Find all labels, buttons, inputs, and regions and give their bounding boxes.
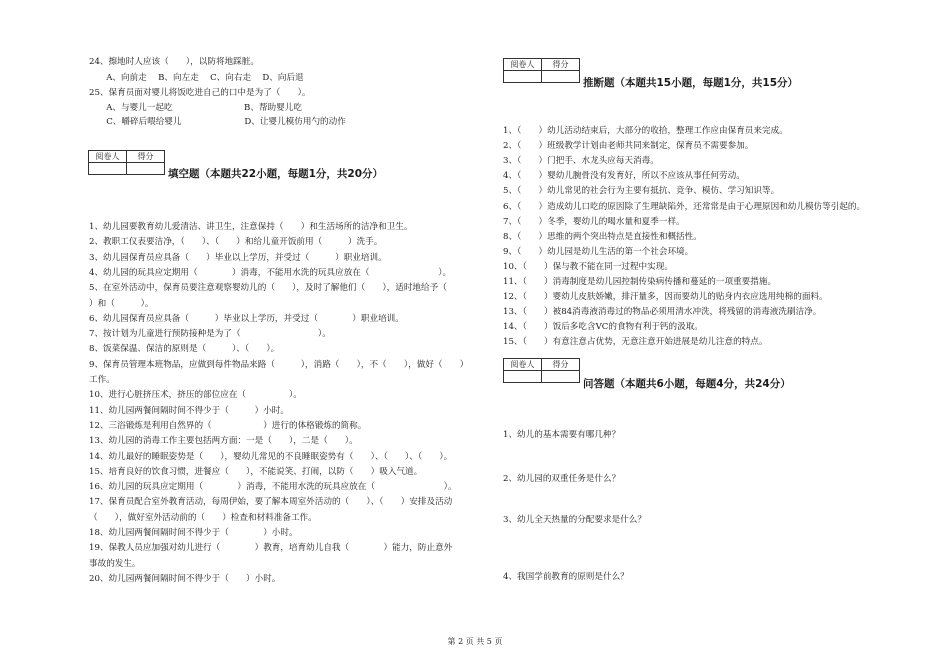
judge-section-title: 推断题（本题共15小题，每题1分，共15分） — [583, 77, 799, 89]
fill-question-line: 7、按计划为儿童进行预防接种是为了（ ）。 — [89, 329, 331, 339]
fill-question-line: 14、幼儿最好的睡眠姿势是（ ），婴幼儿常见的不良睡眠姿势有（ ）、（ ）、（ ）。 — [89, 452, 453, 462]
judge-question-line: 1、（ ）幼儿活动结束后，大部分的收拾，整理工作应由保育员来完成。 — [503, 126, 788, 136]
fill-question-line: 16、幼儿园的玩具应定期用（ ）消毒，不能用水洗的玩具应放在（ ）。 — [89, 482, 457, 492]
fill-question-line: 19、保教人员应加强对幼儿进行（ ）教育，培育幼儿自我（ ）能力，防止意外 — [89, 543, 453, 553]
judge-question-line: 12、（ ）婴幼儿皮肤娇嫩，排汗量多，因而要幼儿的贴身内衣应选用纯棉的面料。 — [503, 292, 828, 302]
fill-question-line: 10、进行心脏挤压术，挤压的部位应在（ ）。 — [89, 390, 302, 400]
judge-question-line: 9、（ ）幼儿园是幼儿生活的第一个社会环境。 — [503, 247, 694, 257]
question-line: C、嚼碎后喂给婴儿 D、让婴儿模仿用勺的动作 — [89, 117, 346, 127]
judge-question-line: 10、（ ）保与教不能在同一过程中实现。 — [503, 262, 673, 272]
judge-question-line: 5、（ ）幼儿常见的社会行为主要有抵抗、竞争、模仿、学习知识等。 — [503, 186, 780, 196]
fill-question-line: 18、幼儿园两餐间隔时间不得少于（ ）小时。 — [89, 528, 298, 538]
fill-question-line: 9、保育员管理本班物品，应做到每件物品来路（ ），消路（ ），不（ ），做好（ ） — [89, 360, 469, 370]
score-box-grader-label: 阅卷人 — [89, 151, 127, 163]
fill-question-line: 12、三浴锻炼是利用自然界的（ ）进行的体格锻炼的简称。 — [89, 421, 367, 431]
judge-question-line: 13、（ ）被84消毒液消毒过的物品必须用清水冲洗，将残留的消毒液洗刷洁净。 — [503, 307, 822, 317]
fill-question-line: 6、幼儿园保育员应具备（ ）毕业以上学历，并受过（ ）职业培训。 — [89, 314, 404, 324]
fill-question-line: 5、在室外活动中，保育员要注意观察婴幼儿的（ ），及时了解他们（ ），适时地给予（ — [89, 283, 447, 293]
judge-question-line: 6、（ ）造成幼儿口吃的原因除了生理缺陷外，还常常是由于心理原因和幼儿模仿等引起的。 — [503, 202, 866, 212]
judge-question-line: 4、（ ）婴幼儿腕骨没有发育好，所以不应该从事任何劳动。 — [503, 171, 745, 181]
fill-question-line: 20、幼儿园两餐间隔时间不得少于（ ）小时。 — [89, 574, 281, 584]
score-box-qa — [503, 358, 580, 383]
score-box-grader-label: 阅卷人 — [504, 359, 542, 371]
score-box-fill — [88, 150, 165, 175]
fill-question-line: 3、幼儿园保育员应具备（ ）毕业以上学历，并受过（ ）职业培训。 — [89, 253, 387, 263]
question-line: A、向前走 B、向左走 C、向右走 D、向后退 — [89, 73, 304, 83]
qa-section-title: 问答题（本题共6小题，每题4分，共24分） — [583, 378, 791, 390]
fill-question-line: 1、幼儿园要教育幼儿爱清洁、讲卫生，注意保持（ ）和生活场所的洁净和卫生。 — [89, 222, 413, 232]
question-line: 25、保育员面对婴儿将饭吃进自己的口中是为了（ ）。 — [89, 88, 311, 98]
score-box-score-label: 得分 — [127, 151, 165, 163]
fill-question-line: ）和（ ）。 — [89, 299, 154, 309]
fill-question-line: 2、教职工仪表要洁净，（ ）、（ ）和给儿童开饭前用（ ）洗手。 — [89, 237, 383, 247]
fill-question-line: 工作。 — [89, 375, 115, 385]
page-footer: 第 2 页 共 5 页 — [447, 637, 503, 646]
score-box-judge — [503, 58, 580, 83]
fill-question-line: 4、幼儿园的玩具应定期用（ ）消毒，不能用水洗的玩具应放在（ ）。 — [89, 268, 452, 278]
fill-section-title: 填空题（本题共22小题，每题1分，共20分） — [168, 168, 384, 180]
judge-question-line: 2、（ ）班级教学计划由老师共同来制定，保育员不需要参加。 — [503, 141, 754, 151]
fill-question-line: 11、幼儿园两餐间隔时间不得少于（ ）小时。 — [89, 406, 289, 416]
score-box-score-label: 得分 — [542, 59, 580, 71]
fill-question-line: （ ），做好室外活动前的（ ）检查和材料准备工作。 — [89, 513, 317, 523]
judge-question-line: 3、（ ）门把手、水龙头应每天消毒。 — [503, 156, 659, 166]
qa-question-line: 2、幼儿园的双重任务是什么？ — [503, 474, 621, 484]
judge-question-line: 14、（ ）饭后多吃含VC的食物有利于钙的汲取。 — [503, 322, 703, 332]
judge-question-line: 7、（ ）冬季，婴幼儿的喝水量和夏季一样。 — [503, 217, 685, 227]
score-box-grader-label: 阅卷人 — [504, 59, 542, 71]
fill-question-line: 8、饭菜保温、保洁的原则是（ ）、（ ）。 — [89, 344, 280, 354]
qa-question-line: 4、我国学前教育的原则是什么？ — [503, 572, 629, 582]
fill-question-line: 事故的发生。 — [89, 559, 141, 569]
qa-question-line: 1、幼儿的基本需要有哪几种？ — [503, 430, 621, 440]
fill-question-line: 17、保育员配合室外教育活动，每周伊始，要了解本周室外活动的（ ）、（ ）安排及活动 — [89, 497, 453, 507]
judge-question-line: 15、（ ）有意注意占优势，无意注意开始进展是幼儿注意的特点。 — [503, 337, 768, 347]
judge-question-line: 11、（ ）消毒制度是幼儿园控制传染病传播和蔓延的一项重要措施。 — [503, 277, 777, 287]
question-line: A、与婴儿一起吃 B、帮助婴儿吃 — [89, 103, 302, 113]
judge-question-line: 8、（ ）思维的两个突出特点是直接性和概括性。 — [503, 232, 702, 242]
question-line: 24、擦地时人应该（ ），以防将地踩脏。 — [89, 57, 259, 67]
qa-question-line: 3、幼儿全天热量的分配要求是什么？ — [503, 515, 646, 525]
fill-question-line: 15、培育良好的饮食习惯，进餐应（ ），不能说笑、打闹，以防（ ）吸入气道。 — [89, 467, 423, 477]
score-box-score-label: 得分 — [542, 359, 580, 371]
fill-question-line: 13、幼儿园的消毒工作主要包括两方面：一是（ ），二是（ ）。 — [89, 436, 358, 446]
